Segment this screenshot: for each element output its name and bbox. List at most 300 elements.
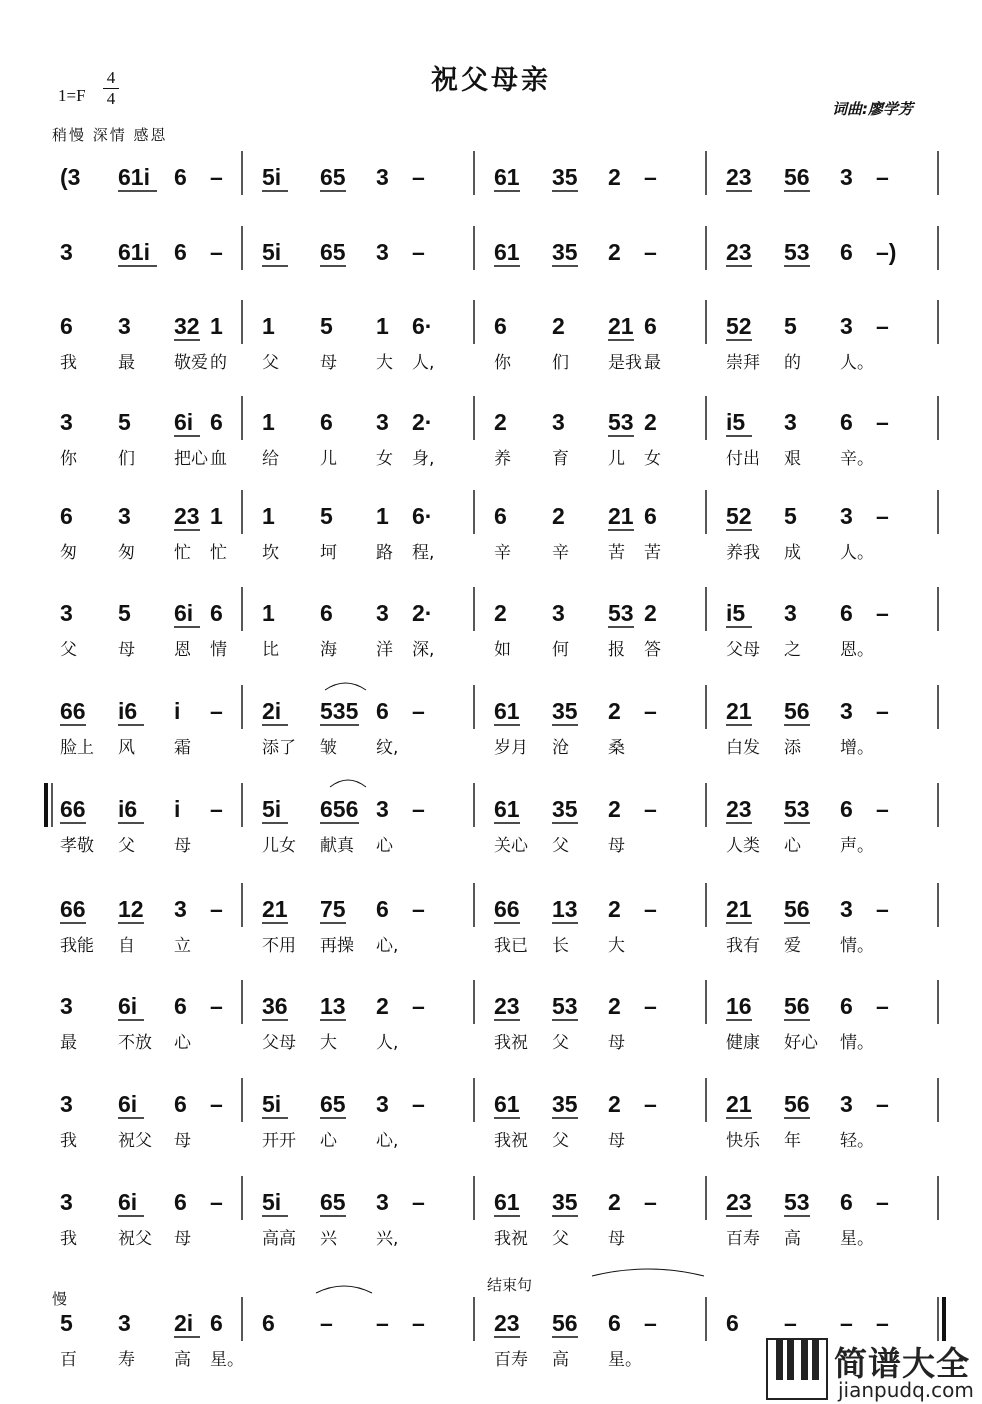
note: 2: [494, 409, 507, 435]
lyric-syllable: 身,: [412, 449, 435, 469]
note: –): [876, 239, 897, 265]
lyric-syllable: 坎: [262, 543, 279, 563]
note: 2: [608, 239, 621, 265]
note: 56: [784, 896, 810, 922]
note: –: [210, 796, 223, 822]
lyric-syllable: 祝父: [118, 1229, 152, 1249]
note: 3: [376, 239, 389, 265]
ending-label: 结束句: [487, 1276, 533, 1294]
lyric-syllable: 星。: [608, 1350, 642, 1370]
lyric-syllable: 最: [644, 353, 661, 373]
note: 16: [726, 993, 752, 1019]
note: 3: [784, 600, 797, 626]
note: 3: [840, 164, 853, 190]
note: 23: [726, 164, 752, 190]
note: 56: [784, 698, 810, 724]
note: 6i: [174, 409, 194, 435]
lyric-syllable: 我能: [60, 936, 94, 956]
lyric-syllable: 母: [174, 1229, 191, 1249]
lyric-syllable: 坷: [320, 543, 337, 563]
lyric-syllable: 情。: [840, 936, 874, 956]
note: 52: [726, 503, 752, 529]
tempo-marking: 稍慢 深情 感恩: [52, 126, 168, 144]
note: 3: [840, 896, 853, 922]
note: 1: [210, 503, 223, 529]
watermark-url: jianpudq.com: [838, 1378, 974, 1402]
lyric-syllable: 人。: [840, 543, 874, 563]
note: 66: [60, 796, 86, 822]
slur-arc: [316, 1286, 372, 1293]
lyric-syllable: 皱: [320, 738, 337, 758]
watermark-logo: [766, 1338, 976, 1402]
lyric-syllable: 年: [784, 1131, 801, 1151]
lyric-syllable: 健康: [726, 1033, 760, 1053]
note: 2: [608, 896, 621, 922]
lyric-syllable: 母: [608, 1033, 625, 1053]
lyric-syllable: 百寿: [494, 1350, 528, 1370]
note: 6: [840, 796, 853, 822]
note: 2·: [412, 600, 433, 626]
lyric-syllable: 白发: [726, 738, 760, 758]
note: 2·: [412, 409, 433, 435]
note: 3: [376, 409, 389, 435]
note: 2: [608, 796, 621, 822]
note: 3: [60, 1189, 73, 1215]
note: 6i: [118, 993, 138, 1019]
lyric-syllable: 大: [376, 353, 393, 373]
note: –: [644, 164, 657, 190]
lyric-syllable: 敬爱: [174, 353, 208, 373]
lyric-syllable: 大: [320, 1033, 337, 1053]
note: 35: [552, 1091, 578, 1117]
note: 3: [552, 409, 565, 435]
note: 65: [320, 239, 346, 265]
lyric-syllable: 心: [320, 1131, 337, 1151]
lyric-syllable: 寿: [118, 1350, 135, 1370]
note: 2: [608, 1091, 621, 1117]
note: 52: [726, 313, 752, 339]
note: i: [174, 698, 181, 724]
lyric-syllable: 最: [60, 1033, 77, 1053]
note: –: [876, 409, 889, 435]
note: 5i: [262, 164, 282, 190]
note: 6: [840, 993, 853, 1019]
lyric-syllable: 付出: [726, 449, 760, 469]
lyric-syllable: 高: [174, 1350, 191, 1370]
note: –: [210, 1189, 223, 1215]
note: 75: [320, 896, 346, 922]
lyric-syllable: 是我: [608, 353, 642, 373]
lyric-syllable: 答: [644, 640, 661, 660]
note: –: [320, 1310, 333, 1336]
note: 535: [320, 698, 359, 724]
lyric-syllable: 兴,: [376, 1229, 399, 1249]
lyric-syllable: 星。: [210, 1350, 244, 1370]
note: 5: [784, 313, 797, 339]
note: i5: [726, 409, 746, 435]
note: 3: [376, 1091, 389, 1117]
note: 23: [726, 796, 752, 822]
lyric-syllable: 我有: [726, 936, 760, 956]
lyric-syllable: 人类: [726, 836, 760, 856]
lyric-syllable: 再操: [320, 936, 354, 956]
note: 3: [376, 600, 389, 626]
lyric-syllable: 海: [320, 640, 337, 660]
note: –: [210, 896, 223, 922]
note: 3: [840, 313, 853, 339]
lyric-syllable: 何: [552, 640, 569, 660]
note: –: [644, 1189, 657, 1215]
note: 56: [784, 1091, 810, 1117]
lyric-syllable: 开开: [262, 1131, 296, 1151]
lyric-syllable: 父: [552, 1229, 569, 1249]
note: 61: [494, 796, 520, 822]
note: 23: [494, 993, 520, 1019]
note: –: [210, 1091, 223, 1117]
note: 2: [608, 1189, 621, 1215]
lyric-syllable: 你: [60, 449, 77, 469]
lyric-syllable: 匆: [118, 543, 135, 563]
lyric-syllable: 母: [174, 836, 191, 856]
note: 53: [552, 993, 578, 1019]
note: 1: [262, 313, 275, 339]
note: –: [412, 1189, 425, 1215]
note: 3: [376, 1189, 389, 1215]
lyric-syllable: 心: [784, 836, 801, 856]
note: –: [644, 1091, 657, 1117]
lyric-syllable: 心,: [376, 1131, 399, 1151]
lyric-syllable: 父母: [726, 640, 760, 660]
lyric-syllable: 百寿: [726, 1229, 760, 1249]
note: –: [876, 1091, 889, 1117]
lyric-syllable: 父: [118, 836, 135, 856]
note: 23: [726, 1189, 752, 1215]
lyric-syllable: 的: [784, 353, 801, 373]
note: 21: [608, 313, 634, 339]
note: 6: [840, 409, 853, 435]
lyric-syllable: 们: [552, 353, 569, 373]
note: 1: [262, 409, 275, 435]
slow-marking: 慢: [52, 1290, 68, 1308]
note: 6·: [412, 313, 433, 339]
lyric-syllable: 母: [608, 1131, 625, 1151]
piano-keys-icon: [766, 1338, 828, 1400]
note: i6: [118, 796, 138, 822]
note: 6·: [412, 503, 433, 529]
lyric-syllable: 路: [376, 543, 393, 563]
lyric-syllable: 把心: [174, 449, 208, 469]
note: i5: [726, 600, 746, 626]
lyric-syllable: 高: [552, 1350, 569, 1370]
lyric-syllable: 人,: [412, 353, 435, 373]
note: 2: [376, 993, 389, 1019]
note: 5i: [262, 796, 282, 822]
lyric-syllable: 匆: [60, 543, 77, 563]
note: 5i: [262, 1091, 282, 1117]
lyric-syllable: 儿: [320, 449, 337, 469]
lyric-syllable: 我: [60, 1131, 77, 1151]
note: 23: [174, 503, 200, 529]
lyric-syllable: 母: [118, 640, 135, 660]
meter-top: 4: [106, 68, 116, 87]
lyric-syllable: 我: [60, 1229, 77, 1249]
lyric-syllable: 母: [320, 353, 337, 373]
note: 65: [320, 1189, 346, 1215]
note: 2: [608, 164, 621, 190]
note: –: [644, 896, 657, 922]
note: –: [412, 698, 425, 724]
note: 61i: [118, 164, 150, 190]
lyric-syllable: 儿: [608, 449, 625, 469]
note: 6: [840, 600, 853, 626]
lyric-syllable: 比: [262, 640, 279, 660]
note: 61: [494, 698, 520, 724]
note: 61: [494, 1189, 520, 1215]
note: 5: [320, 313, 333, 339]
note: 6i: [174, 600, 194, 626]
note: 6: [376, 698, 389, 724]
note: –: [644, 698, 657, 724]
note: i6: [118, 698, 138, 724]
lyric-syllable: 父: [552, 836, 569, 856]
note: 32: [174, 313, 200, 339]
note: –: [876, 993, 889, 1019]
note: 61: [494, 164, 520, 190]
lyric-syllable: 爱: [784, 936, 801, 956]
note: 53: [784, 796, 810, 822]
lyric-syllable: 兴: [320, 1229, 337, 1249]
note: 3: [60, 600, 73, 626]
lyric-syllable: 之: [784, 640, 801, 660]
lyric-syllable: 我祝: [494, 1033, 528, 1053]
note: 6: [174, 993, 187, 1019]
note: –: [376, 1310, 389, 1336]
note: 6: [320, 409, 333, 435]
slur-arc: [330, 780, 366, 787]
lyric-syllable: 高: [784, 1229, 801, 1249]
lyric-syllable: 不用: [262, 936, 296, 956]
note: 6: [210, 409, 223, 435]
note: 53: [608, 600, 634, 626]
lyric-syllable: 血: [210, 449, 227, 469]
lyric-syllable: 纹,: [376, 738, 399, 758]
note: 6: [644, 313, 657, 339]
note: –: [644, 796, 657, 822]
lyric-syllable: 好心: [784, 1033, 818, 1053]
lyric-syllable: 添: [784, 738, 801, 758]
lyric-syllable: 声。: [840, 836, 874, 856]
lyric-syllable: 孝敬: [60, 836, 94, 856]
lyric-syllable: 忙: [174, 543, 191, 563]
note: 5: [118, 409, 131, 435]
note: 6: [494, 313, 507, 339]
note: 13: [552, 896, 578, 922]
key-signature: 1=F: [58, 86, 86, 105]
note: –: [210, 164, 223, 190]
note: i: [174, 796, 181, 822]
note: 53: [784, 1189, 810, 1215]
note: –: [412, 1091, 425, 1117]
lyric-syllable: 我祝: [494, 1131, 528, 1151]
note: 66: [60, 896, 86, 922]
note: 35: [552, 698, 578, 724]
note: 56: [784, 993, 810, 1019]
lyric-syllable: 苦: [608, 543, 625, 563]
note: 3: [784, 409, 797, 435]
note: 1: [210, 313, 223, 339]
lyric-syllable: 人,: [376, 1033, 399, 1053]
lyric-syllable: 恩: [174, 640, 191, 660]
note: –: [210, 239, 223, 265]
lyric-syllable: 苦: [644, 543, 661, 563]
note: 1: [376, 313, 389, 339]
note: –: [876, 600, 889, 626]
note: 3: [118, 1310, 131, 1336]
note: 23: [494, 1310, 520, 1336]
note: –: [876, 698, 889, 724]
lyric-syllable: 辛: [552, 543, 569, 563]
note: 3: [552, 600, 565, 626]
note: 3: [60, 993, 73, 1019]
note: 3: [376, 796, 389, 822]
lyric-syllable: 我: [60, 353, 77, 373]
note: 2: [644, 409, 657, 435]
lyric-syllable: 父母: [262, 1033, 296, 1053]
lyric-syllable: 辛: [494, 543, 511, 563]
lyric-syllable: 父: [262, 353, 279, 373]
lyric-syllable: 报: [608, 640, 625, 660]
lyric-syllable: 父: [60, 640, 77, 660]
note: 2: [552, 503, 565, 529]
note: 5: [784, 503, 797, 529]
lyric-syllable: 添了: [262, 738, 296, 758]
note: 6: [174, 1189, 187, 1215]
lyric-syllable: 献真: [320, 836, 354, 856]
lyric-syllable: 风: [118, 738, 135, 758]
note: 3: [840, 503, 853, 529]
lyric-syllable: 高高: [262, 1229, 296, 1249]
lyric-syllable: 洋: [376, 640, 393, 660]
note: –: [412, 796, 425, 822]
lyric-syllable: 的: [210, 353, 227, 373]
note: 6: [840, 1189, 853, 1215]
note: –: [876, 503, 889, 529]
note: 3: [376, 164, 389, 190]
note: 53: [608, 409, 634, 435]
note: –: [784, 1310, 797, 1336]
note: 65: [320, 1091, 346, 1117]
lyric-syllable: 祝父: [118, 1131, 152, 1151]
note: –: [412, 993, 425, 1019]
note: 2: [608, 993, 621, 1019]
note: 6: [174, 1091, 187, 1117]
note: 3: [60, 239, 73, 265]
note: 56: [784, 164, 810, 190]
lyric-syllable: 恩。: [840, 640, 874, 660]
note: 6: [174, 164, 187, 190]
lyric-syllable: 长: [552, 936, 569, 956]
note: 23: [726, 239, 752, 265]
note: 6: [210, 600, 223, 626]
lyric-syllable: 给: [262, 449, 279, 469]
note: –: [876, 796, 889, 822]
note: 3: [840, 1091, 853, 1117]
lyric-syllable: 深,: [412, 640, 435, 660]
note: 35: [552, 796, 578, 822]
lyric-syllable: 养我: [726, 543, 760, 563]
note: –: [210, 698, 223, 724]
note: 6: [174, 239, 187, 265]
lyric-syllable: 立: [174, 936, 191, 956]
note: 21: [726, 1091, 752, 1117]
note: –: [412, 164, 425, 190]
note: 35: [552, 1189, 578, 1215]
note: –: [644, 1310, 657, 1336]
note: 6: [60, 503, 73, 529]
lyric-syllable: 心,: [376, 936, 399, 956]
note: 6: [376, 896, 389, 922]
lyric-syllable: 女: [376, 449, 393, 469]
note: 2i: [174, 1310, 194, 1336]
lyric-syllable: 父: [552, 1033, 569, 1053]
lyric-syllable: 成: [784, 543, 801, 563]
note: 21: [608, 503, 634, 529]
lyric-syllable: 大: [608, 936, 625, 956]
lyric-syllable: 你: [494, 353, 511, 373]
lyric-syllable: 百: [60, 1350, 77, 1370]
note: 6: [726, 1310, 739, 1336]
note: –: [412, 896, 425, 922]
lyric-syllable: 我祝: [494, 1229, 528, 1249]
lyric-syllable: 情。: [840, 1033, 874, 1053]
note: 6: [840, 239, 853, 265]
slur-arc: [325, 683, 366, 690]
note: 53: [784, 239, 810, 265]
lyric-syllable: 母: [608, 836, 625, 856]
lyric-syllable: 程,: [412, 543, 435, 563]
lyric-syllable: 崇拜: [726, 353, 760, 373]
note: 5: [118, 600, 131, 626]
note: 3: [60, 409, 73, 435]
lyric-syllable: 快乐: [726, 1131, 760, 1151]
lyric-syllable: 如: [494, 640, 511, 660]
note: 61: [494, 239, 520, 265]
song-title: 祝父母亲: [431, 65, 551, 96]
lyric-syllable: 女: [644, 449, 661, 469]
lyric-syllable: 情: [210, 640, 227, 660]
lyric-syllable: 们: [118, 449, 135, 469]
note: 3: [118, 313, 131, 339]
note: 35: [552, 164, 578, 190]
note: 6: [494, 503, 507, 529]
note: 2: [552, 313, 565, 339]
lyric-syllable: 霜: [174, 738, 191, 758]
lyric-syllable: 心: [376, 836, 393, 856]
lyric-syllable: 心: [174, 1033, 191, 1053]
lyric-syllable: 养: [494, 449, 511, 469]
note: –: [840, 1310, 853, 1336]
note: –: [876, 1310, 889, 1336]
lyric-syllable: 忙: [210, 543, 227, 563]
note: 2i: [262, 698, 282, 724]
note: 36: [262, 993, 288, 1019]
lyric-syllable: 我已: [494, 936, 528, 956]
lyric-syllable: 艰: [784, 449, 801, 469]
lyric-syllable: 母: [608, 1229, 625, 1249]
note: 6: [644, 503, 657, 529]
note: 2: [494, 600, 507, 626]
note: 1: [262, 503, 275, 529]
